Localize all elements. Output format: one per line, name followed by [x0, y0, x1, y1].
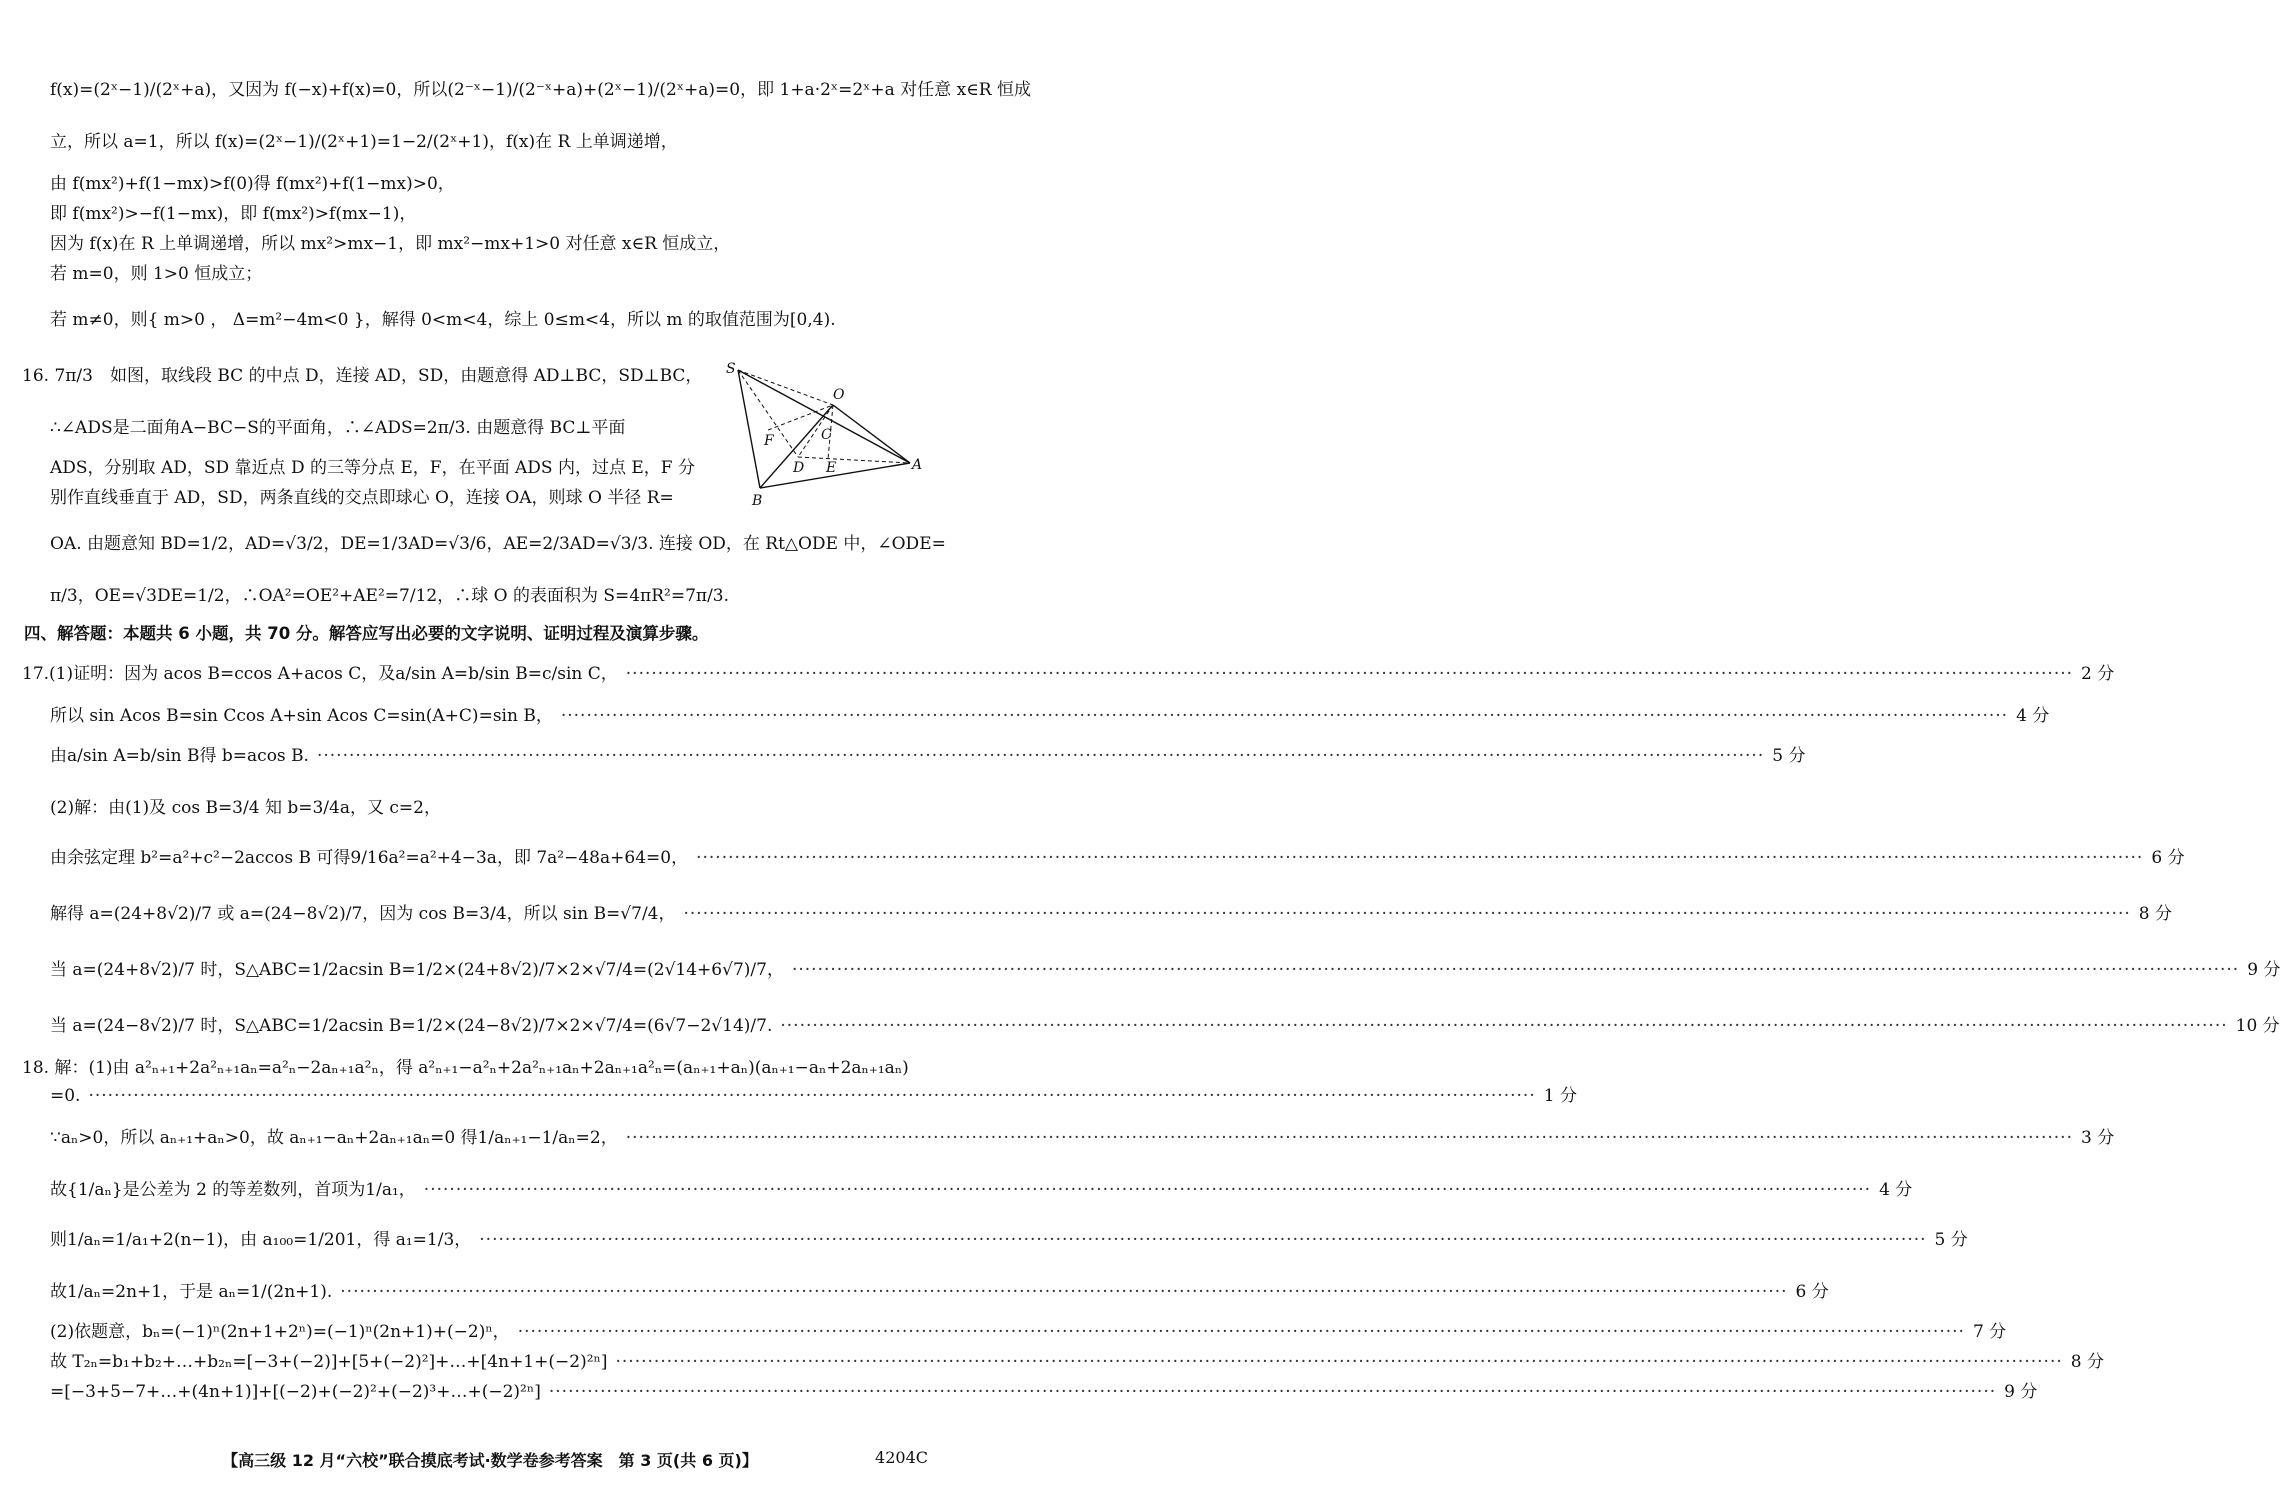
line-text: 所以 sin Acos B=sin Ccos A+sin Acos C=sin(A+C)=sin B，	[50, 706, 553, 726]
q17-line	[50, 744, 1806, 768]
leader-dots	[561, 704, 2008, 728]
leader-dots	[626, 662, 2073, 686]
q18-line	[50, 1228, 1968, 1252]
q16-line: 别作直线垂直于 AD，SD，两条直线的交点即球心 O，连接 OA，则球 O 半径 R=	[50, 488, 674, 508]
score-badge: 9 分	[2247, 960, 2280, 980]
q18-line	[50, 1380, 2038, 1404]
text-line: 即 f(mx²)>−f(1−mx)，即 f(mx²)>f(mx−1)，	[50, 204, 417, 224]
q16-line: ADS，分别取 AD，SD 靠近点 D 的三等分点 E，F，在平面 ADS 内，过点 E，F 分	[50, 458, 695, 478]
label-O: O	[833, 387, 845, 403]
line-text: 当 a=(24+8√2)/7 时，S△ABC=1/2acsin B=1/2×(24+8√2)/7×2×√7/4=(2√14+6√7)/7，	[50, 960, 784, 980]
line-text: 由余弦定理 b²=a²+c²−2accos B 可得9/16a²=a²+4−3a，即 7a²−48a+64=0，	[50, 848, 689, 868]
score-badge: 8 分	[2070, 1352, 2104, 1372]
leader-dots	[340, 1280, 1787, 1304]
line-text: 故{1/aₙ}是公差为 2 的等差数列，首项为1/a₁，	[50, 1180, 416, 1200]
q18-line	[50, 1350, 2104, 1374]
line-text: 17.(1)证明：因为 acos B=ccos A+acos C，及a/sin A=b/sin B=c/sin C，	[22, 664, 618, 684]
label-E: E	[826, 460, 837, 476]
section-heading: 四、解答题：本题共 6 小题，共 70 分。解答应写出必要的文字说明、证明过程及演算步骤。	[24, 624, 709, 643]
q17-line: (2)解：由(1)及 cos B=3/4 知 b=3/4a，又 c=2，	[50, 798, 441, 818]
q17-line	[50, 958, 2280, 982]
leader-dots	[549, 1380, 1996, 1404]
line-text: 故1/aₙ=2n+1，于是 aₙ=1/(2n+1).	[50, 1282, 333, 1302]
leader-dots	[518, 1320, 1965, 1344]
score-badge: 4 分	[1879, 1180, 1913, 1200]
q16-line: 16. 7π/3 如图，取线段 BC 的中点 D，连接 AD，SD，由题意得 AD⊥BC，SD⊥BC，	[22, 366, 703, 386]
score-badge: 9 分	[2004, 1382, 2038, 1402]
q17-line	[22, 662, 2115, 686]
q17-line	[50, 1014, 2280, 1038]
document-code: 4204C	[875, 1448, 928, 1467]
text-line: 若 m=0，则 1>0 恒成立；	[50, 264, 263, 284]
label-F: F	[764, 433, 774, 449]
dash-DA	[798, 457, 910, 463]
leader-dots	[616, 1350, 2063, 1374]
leader-dots	[792, 958, 2239, 982]
score-badge: 6 分	[2151, 848, 2185, 868]
score-badge: 7 分	[1972, 1322, 2007, 1342]
leader-dots	[317, 744, 1764, 768]
line-text: 则1/aₙ=1/a₁+2(n−1)，由 a₁₀₀=1/201，得 a₁=1/3，	[50, 1230, 472, 1250]
score-badge: 6 分	[1795, 1282, 1829, 1302]
q16-line: ∴∠ADS是二面角A−BC−S的平面角，∴∠ADS=2π/3. 由题意得 BC⊥平面	[50, 418, 626, 438]
line-text: =[−3+5−7+…+(4n+1)]+[(−2)+(−2)²+(−2)³+…+(−2)²ⁿ]	[50, 1382, 541, 1402]
q18-line	[50, 1084, 1577, 1108]
line-text: =0.	[50, 1086, 81, 1106]
dash-SC	[738, 370, 833, 405]
score-badge: 2 分	[2081, 664, 2115, 684]
page-footer: 【高三级 12 月“六校”联合摸底考试·数学卷参考答案 第 3 页(共 6 页)】	[222, 1451, 758, 1470]
q18-line	[50, 1126, 2115, 1150]
line-text: (2)依题意，bₙ=(−1)ⁿ(2n+1+2ⁿ)=(−1)ⁿ(2n+1)+(−2)ⁿ，	[50, 1322, 510, 1342]
leader-dots	[780, 1014, 2227, 1038]
score-badge: 1 分	[1543, 1086, 1577, 1106]
q18-line: 18. 解：(1)由 a²ₙ₊₁+2a²ₙ₊₁aₙ=a²ₙ−2aₙ₊₁a²ₙ，得 a²ₙ₊₁−a²ₙ+2a²ₙ₊₁aₙ+2aₙ₊₁a²ₙ=(aₙ₊₁+aₙ)(aₙ₊₁−aₙ+2aₙ₊₁aₙ)	[22, 1058, 909, 1078]
q16-line: OA. 由题意知 BD=1/2，AD=√3/2，DE=1/3AD=√3/6，AE=2/3AD=√3/3. 连接 OD，在 Rt△ODE 中，∠ODE=	[50, 534, 946, 554]
score-badge: 8 分	[2138, 904, 2172, 924]
line-text: 由a/sin A=b/sin B得 b=acos B.	[50, 746, 309, 766]
text-line: 立，所以 a=1，所以 f(x)=(2ˣ−1)/(2ˣ+1)=1−2/(2ˣ+1)，f(x)在 R 上单调递增，	[50, 132, 678, 152]
text-line: 若 m≠0，则{ m>0 ， Δ=m²−4m<0 }，解得 0<m<4，综上 0≤m<4，所以 m 的取值范围为[0,4).	[50, 310, 836, 330]
line-text: 当 a=(24−8√2)/7 时，S△ABC=1/2acsin B=1/2×(24−8√2)/7×2×√7/4=(6√7−2√14)/7.	[50, 1016, 773, 1036]
leader-dots	[479, 1228, 1926, 1252]
text-line: 因为 f(x)在 R 上单调递增，所以 mx²>mx−1，即 mx²−mx+1>0 对任意 x∈R 恒成立，	[50, 234, 731, 254]
leader-dots	[424, 1178, 1871, 1202]
leader-dots	[684, 902, 2131, 926]
score-badge: 5 分	[1934, 1230, 1968, 1250]
label-C: C	[821, 427, 832, 443]
q18-line	[50, 1178, 1913, 1202]
q18-line	[50, 1320, 2007, 1344]
score-badge: 3 分	[2080, 1128, 2115, 1148]
leader-dots	[696, 846, 2143, 870]
pyramid-figure	[720, 355, 932, 515]
q17-line	[50, 902, 2172, 926]
score-badge: 4 分	[2016, 706, 2050, 726]
edge-SB	[738, 370, 760, 488]
line-text: ∵aₙ>0，所以 aₙ₊₁+aₙ>0，故 aₙ₊₁−aₙ+2aₙ₊₁aₙ=0 得1/aₙ₊₁−1/aₙ=2，	[50, 1128, 618, 1148]
text-line: 由 f(mx²)+f(1−mx)>f(0)得 f(mx²)+f(1−mx)>0，	[50, 174, 455, 194]
label-D: D	[793, 460, 805, 476]
label-B: B	[752, 493, 763, 509]
q17-line	[50, 704, 2050, 728]
edge-SA	[738, 370, 910, 463]
score-badge: 10 分	[2235, 1016, 2280, 1036]
q16-line: π/3，OE=√3DE=1/2，∴OA²=OE²+AE²=7/12，∴球 O 的表面积为 S=4πR²=7π/3.	[50, 586, 730, 606]
leader-dots	[626, 1126, 2073, 1150]
q18-line	[50, 1280, 1829, 1304]
q17-line	[50, 846, 2185, 870]
line-text: 解得 a=(24+8√2)/7 或 a=(24−8√2)/7，因为 cos B=3/4，所以 sin B=√7/4，	[50, 904, 676, 924]
text-line: f(x)=(2ˣ−1)/(2ˣ+a)，又因为 f(−x)+f(x)=0，所以(2⁻ˣ−1)/(2⁻ˣ+a)+(2ˣ−1)/(2ˣ+a)=0，即 1+a·2ˣ=2ˣ+a 对任意 x∈R 恒成	[50, 80, 1031, 100]
line-text: 故 T₂ₙ=b₁+b₂+…+b₂ₙ=[−3+(−2)]+[5+(−2)²]+…+[4n+1+(−2)²ⁿ]	[50, 1352, 608, 1372]
label-S: S	[726, 361, 736, 377]
label-A: A	[912, 457, 923, 473]
leader-dots	[88, 1084, 1535, 1108]
score-badge: 5 分	[1772, 746, 1806, 766]
